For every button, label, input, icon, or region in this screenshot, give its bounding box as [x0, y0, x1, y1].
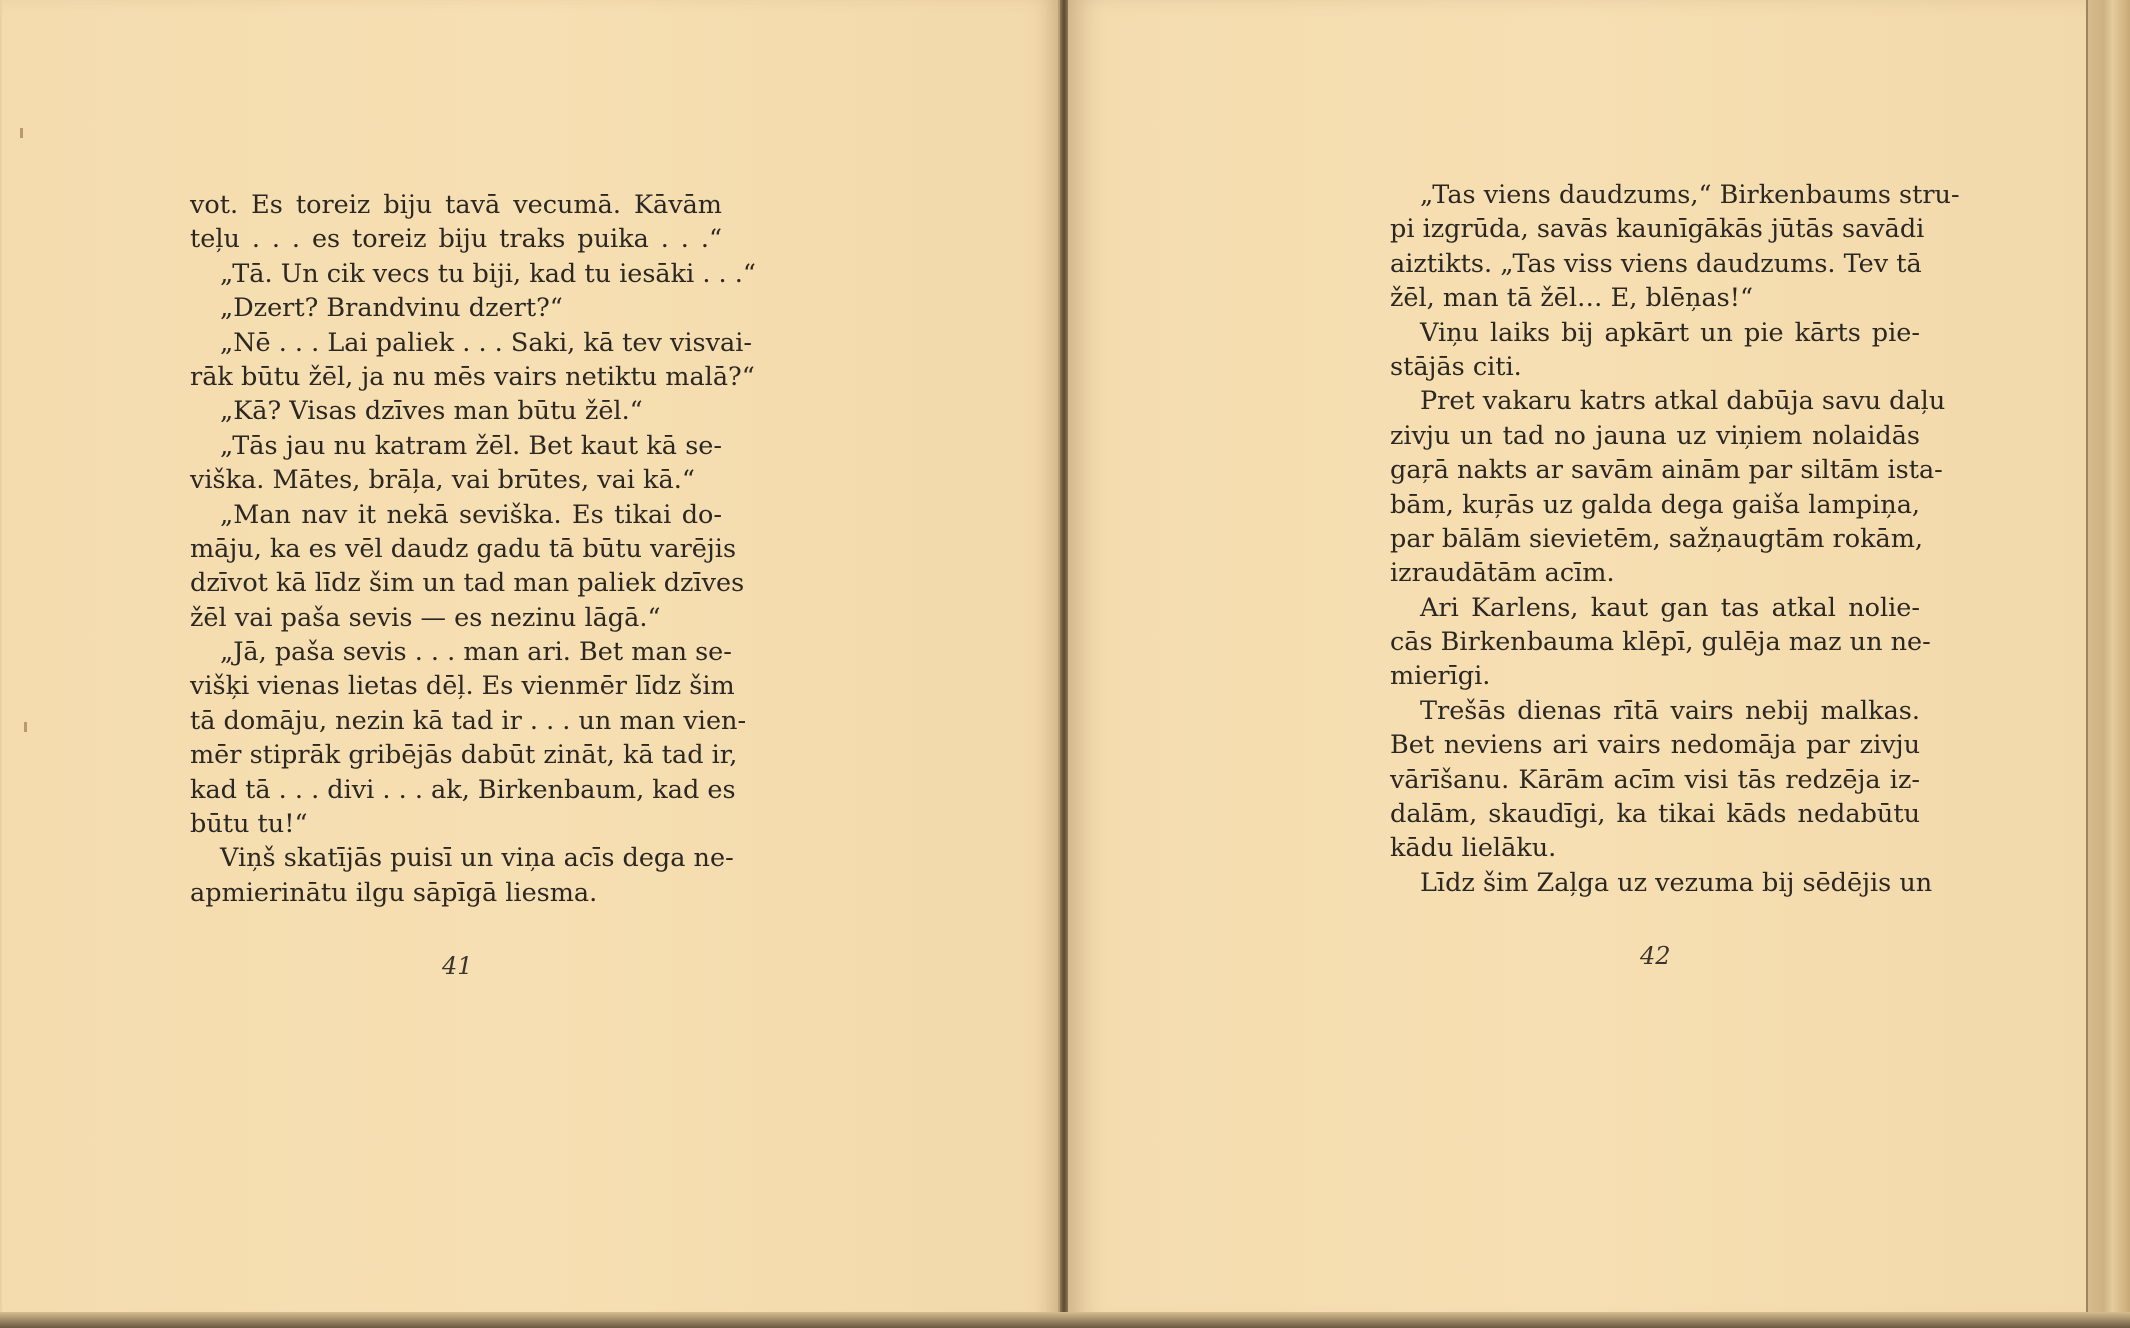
- text-line: žēl, man tā žēl… E, blēņas!“: [1390, 283, 1754, 314]
- text-line: apmierinātu ilgu sāpīgā liesma.: [190, 877, 598, 908]
- text-line: māju, ka es vēl daudz gadu tā būtu varējis: [190, 533, 737, 564]
- text-line: būtu tu!“: [190, 809, 308, 840]
- bottom-edge: [0, 1312, 2130, 1328]
- right-page-text: [1390, 178, 1960, 900]
- text-line: Viņu laiks bij apkārt un pie kārts pie-: [1420, 317, 1920, 348]
- text-line: cās Birkenbauma klēpī, gulēja maz un ne-: [1390, 627, 1931, 658]
- text-line: stājās citi.: [1390, 351, 1522, 382]
- text-line: „Tās jau nu katram žēl. Bet kaut kā se-: [220, 430, 722, 461]
- text-line: teļu . . . es toreiz biju traks puika . . .“: [190, 224, 722, 255]
- text-line: „Kā? Visas dzīves man būtu žēl.“: [220, 396, 643, 427]
- paper-speck: [20, 128, 23, 138]
- text-line: „Man nav it nekā seviška. Es tikai do-: [220, 499, 722, 530]
- text-line: vot. Es toreiz biju tavā vecumā. Kāvām: [190, 190, 722, 220]
- text-line: kad tā . . . divi . . . ak, Birkenbaum, kad es: [190, 774, 736, 805]
- text-line: zivju un tad no jauna uz viņiem nolaidās: [1390, 420, 1920, 451]
- text-line: viška. Mātes, brāļa, vai brūtes, vai kā.“: [190, 465, 695, 496]
- text-line: mierīgi.: [1390, 661, 1491, 692]
- page-edge: [2086, 0, 2130, 1328]
- text-line: izraudātām acīm.: [1390, 558, 1615, 589]
- page-number: 41: [442, 952, 473, 980]
- text-line: aiztikts. „Tas viss viens daudzums. Tev tā: [1390, 248, 1922, 279]
- text-line: vārīšanu. Kārām acīm visi tās redzēja iz-: [1390, 764, 1920, 795]
- text-line: Līdz šim Zaļga uz vezuma bij sēdējis un: [1420, 867, 1933, 898]
- page-number: 42: [1640, 942, 1671, 970]
- text-line: mēr stiprāk gribējās dabūt zināt, kā tad ir,: [190, 740, 738, 771]
- text-line: rāk būtu žēl, ja nu mēs vairs netiktu malā?“: [190, 361, 755, 392]
- text-line: tā domāju, nezin kā tad ir . . . un man vien-: [190, 705, 747, 736]
- text-line: „Tas viens daudzums,“ Birkenbaums stru-: [1420, 180, 1960, 210]
- text-line: dalām, skaudīgi, ka tikai kāds nedabūtu: [1390, 799, 1920, 830]
- text-line: Trešās dienas rītā vairs nebij malkas.: [1420, 695, 1920, 726]
- text-line: „Tā. Un cik vecs tu biji, kad tu iesāki . . .“: [220, 258, 756, 289]
- text-line: par bālām sievietēm, sažņaugtām rokām,: [1390, 523, 1924, 554]
- text-line: Viņš skatījās puisī un viņa acīs dega ne-: [220, 843, 734, 874]
- text-line: kādu lielāku.: [1390, 833, 1557, 864]
- text-line: „Jā, paša sevis . . . man ari. Bet man se-: [220, 637, 732, 668]
- text-line: Bet neviens ari vairs nedomāja par zivju: [1390, 730, 1920, 761]
- text-line: pi izgrūda, savās kaunīgākās jūtās savādi: [1390, 214, 1925, 245]
- text-line: gaŗā nakts ar savām ainām par siltām ista-: [1390, 455, 1943, 486]
- text-line: bām, kuŗās uz galda dega gaiša lampiņa,: [1390, 489, 1920, 520]
- text-line: dzīvot kā līdz šim un tad man paliek dzīves: [190, 568, 745, 599]
- text-line: Pret vakaru katrs atkal dabūja savu daļu: [1420, 386, 1946, 417]
- text-line: „Nē . . . Lai paliek . . . Saki, kā tev visvai-: [220, 327, 753, 358]
- text-line: žēl vai paša sevis — es nezinu lāgā.“: [190, 602, 661, 633]
- text-line: „Dzert? Brandvinu dzert?“: [220, 293, 563, 324]
- book-gutter: [1060, 0, 1068, 1328]
- paper-speck: [24, 722, 27, 732]
- text-line: višķi vienas lietas dēļ. Es vienmēr līdz šim: [190, 671, 735, 702]
- text-line: Ari Karlens, kaut gan tas atkal nolie-: [1420, 592, 1920, 623]
- left-page-text: [190, 188, 756, 910]
